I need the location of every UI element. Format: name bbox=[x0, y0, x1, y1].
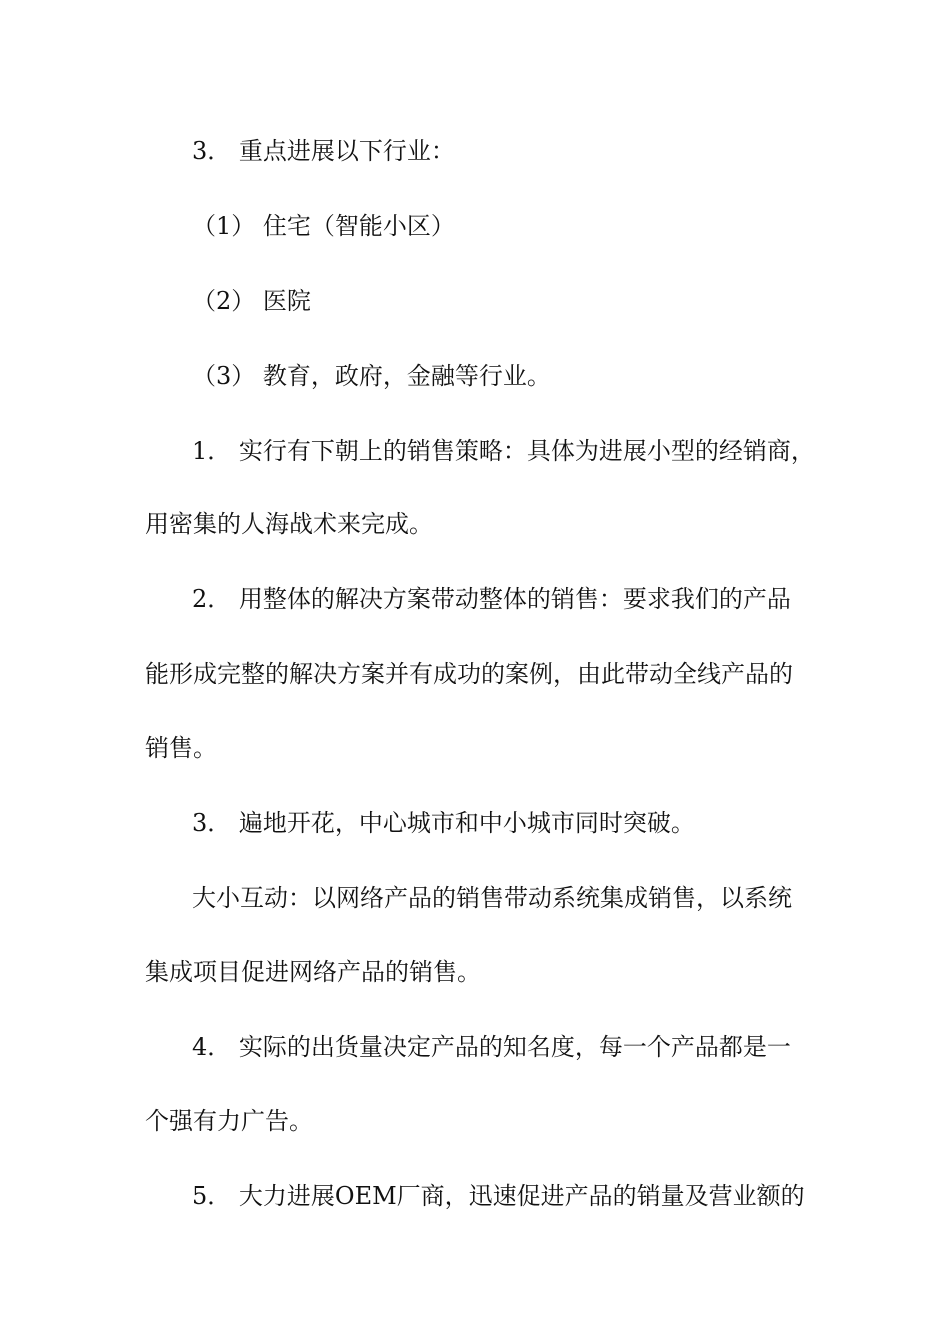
text-line-strategy-4: 4． 实际的出货量决定产品的知名度，每一个产品都是一 bbox=[192, 1033, 791, 1061]
text-line-strategy-5: 5． 大力进展OEM厂商，迅速促进产品的销量及营业额的 bbox=[192, 1182, 805, 1210]
text-line-strategy-2: 2． 用整体的解决方案带动整体的销售：要求我们的产品 bbox=[192, 585, 791, 613]
text-line-industries-heading: 3． 重点进展以下行业： bbox=[192, 137, 455, 165]
text-line-strategy-1-cont: 用密集的人海战术来完成。 bbox=[145, 510, 433, 538]
text-line-interaction-cont: 集成项目促进网络产品的销售。 bbox=[145, 958, 481, 986]
text-line-strategy-2-cont: 能形成完整的解决方案并有成功的案例，由此带动全线产品的 bbox=[145, 660, 793, 688]
text-line-strategy-4-cont: 个强有力广告。 bbox=[145, 1107, 313, 1135]
text-line-residential: （1） 住宅（智能小区） bbox=[192, 212, 455, 240]
text-line-hospital: （2） 医院 bbox=[192, 287, 311, 315]
text-line-strategy-1: 1． 实行有下朝上的销售策略：具体为进展小型的经销商， bbox=[192, 437, 815, 465]
text-line-strategy-2-end: 销售。 bbox=[145, 734, 217, 762]
text-line-education: （3） 教育，政府，金融等行业。 bbox=[192, 362, 551, 390]
text-line-interaction: 大小互动：以网络产品的销售带动系统集成销售，以系统 bbox=[192, 884, 792, 912]
text-line-strategy-3: 3． 遍地开花，中心城市和中小城市同时突破。 bbox=[192, 809, 695, 837]
